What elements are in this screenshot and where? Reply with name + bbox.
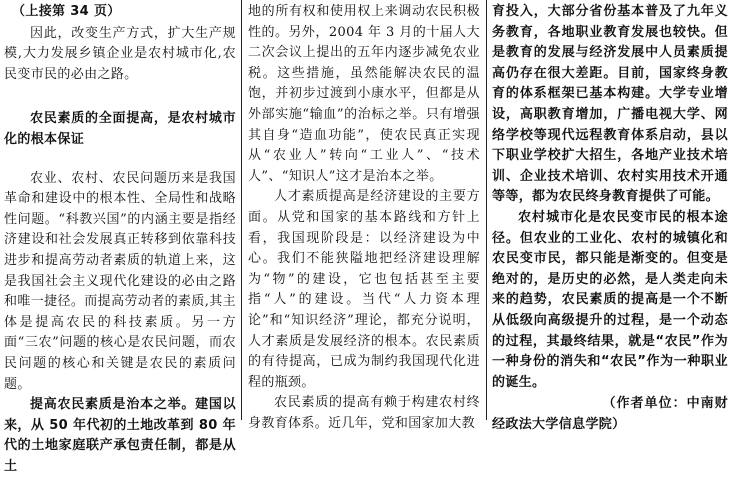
paragraph: 农民素质的提高有赖于构建农村终身教育体系。近几年，党和国家加大教 — [248, 395, 480, 431]
paragraph: 育投入，大部分省份基本普及了九年义务教育，各地职业教育发展也较快。但是教育的发展与经济发展中人员素质提高仍存在很大差距。目前，国家终身教育的体系框架已基本构建。大学专业增设，高职教育增加，广播电视大学、网络学校等现代远程教育体系启动，县以下职业学校扩大招生，各地产业技术培训、企业技术培训、农村实用技术开通等等，都为农民终身教育提供了可能。 — [492, 4, 728, 205]
section-heading: 农民素质的全面提高，是农村城市化的根本保证 — [4, 111, 236, 147]
text-column-3 — [492, 2, 728, 432]
paragraph: 提高农民素质是治本之举。建国以来，从 50 年代初的土地改革到 80 年代的土地家庭联产承包责任制，都是从土 — [4, 397, 236, 474]
paragraph: 农业、农村、农民问题历来是我国革命和建设中的根本性、全局性和战略性问题。“科教兴国”的内涵主要是指经济建设和社会发展真正转移到依靠科技进步和提高劳动者素质的轨道上来，这是我国社会主义现代化建设的必由之路和唯一捷径。而提高劳动者的素质,其主体是提高农民的科技素质。另一方面“三农”问题的核心是农民问题，而农民问题的核心和关键是农民的素质问题。 — [4, 170, 236, 392]
paragraph: 地的所有权和使用权上来调动农民积极性的。另外，2004 年 3 月的十届人大二次会议上提出的五年内逐步减免农业税。这些措施，虽然能解决农民的温饱，并初步过渡到小康水平，但都是从外部实施“输血”的治标之举。只有增强其自身“造血功能”，使农民真正实现从“农业人”转向“工业人”、“技术人”、“知识人”这才是治本之举。 — [248, 4, 480, 184]
column-divider — [241, 0, 242, 420]
column-divider — [486, 0, 487, 420]
author-affiliation: （作者单位：中南财经政法大学信息学院） — [492, 396, 728, 432]
paragraph: 因此，改变生产方式，扩大生产规模,大力发展乡镇企业是农村城市化,农民变市民的必由之路。 — [4, 25, 236, 82]
text-column-1 — [4, 2, 236, 474]
paragraph: 人才素质提高是经济建设的主要方面。从党和国家的基本路线和方针上看，我国现阶段是：以经济建设为中心。我们不能狭隘地把经济建设理解为“物”的建设，它也包括甚至主要指“人”的建设。当代“人力资本理论”和“知识经济”理论，都充分说明，人才素质是发展经济的根本。农民素质的有待提高，已成为制约我国现代化进程的瓶颈。 — [248, 189, 480, 390]
paragraph: 农村城市化是农民变市民的根本途径。但农业的工业化、农村的城镇化和农民变市民，都只能是渐变的。但变是绝对的，是历史的必然，是人类走向未来的趋势，农民素质的提高是一个不断从低级向高级提升的过程，是一个动态的过程，其最终结果，就是“农民”作为一种身份的消失和“农民”作为一种职业的诞生。 — [492, 209, 728, 390]
text-column-2 — [248, 2, 480, 431]
continuation-marker: （上接第 34 页） — [12, 4, 121, 19]
